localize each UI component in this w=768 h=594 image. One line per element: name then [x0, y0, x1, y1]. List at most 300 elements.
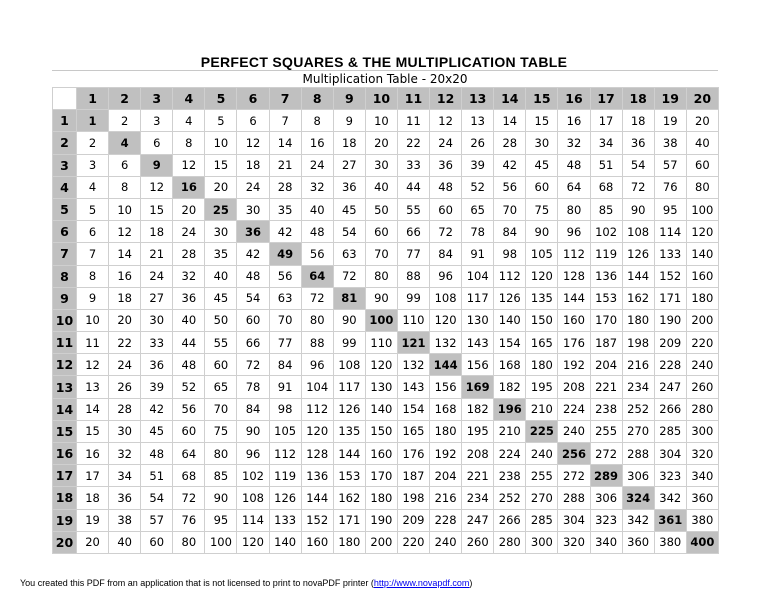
table-row	[53, 132, 719, 154]
product-cell: 120	[686, 221, 718, 243]
product-cell: 32	[558, 132, 590, 154]
row-header: 20	[53, 531, 77, 553]
column-header: 9	[333, 88, 365, 110]
product-cell: 66	[397, 221, 429, 243]
product-cell: 11	[77, 332, 109, 354]
product-cell: 35	[269, 198, 301, 220]
product-cell: 187	[590, 332, 622, 354]
product-cell: 12	[141, 176, 173, 198]
product-cell: 270	[622, 420, 654, 442]
product-cell: 210	[526, 398, 558, 420]
product-cell: 72	[430, 221, 462, 243]
table-row	[53, 110, 719, 132]
product-cell: 152	[654, 265, 686, 287]
product-cell: 16	[109, 265, 141, 287]
product-cell: 300	[526, 531, 558, 553]
product-cell: 165	[526, 332, 558, 354]
table-row	[53, 354, 719, 376]
product-cell: 110	[365, 332, 397, 354]
product-cell: 119	[590, 243, 622, 265]
product-cell: 168	[430, 398, 462, 420]
perfect-square-cell: 1	[77, 110, 109, 132]
product-cell: 154	[494, 332, 526, 354]
product-cell: 204	[430, 465, 462, 487]
product-cell: 28	[109, 398, 141, 420]
product-cell: 95	[654, 198, 686, 220]
corner-cell	[53, 88, 77, 110]
product-cell: 80	[301, 309, 333, 331]
product-cell: 228	[654, 354, 686, 376]
row-header: 6	[53, 221, 77, 243]
product-cell: 171	[654, 287, 686, 309]
product-cell: 54	[141, 487, 173, 509]
product-cell: 19	[77, 509, 109, 531]
product-cell: 16	[301, 132, 333, 154]
product-cell: 252	[622, 398, 654, 420]
column-header: 15	[526, 88, 558, 110]
product-cell: 180	[333, 531, 365, 553]
product-cell: 120	[365, 354, 397, 376]
product-cell: 78	[462, 221, 494, 243]
product-cell: 22	[109, 332, 141, 354]
footer-text-before: You created this PDF from an application that is not licensed to print to novaPDF printer (	[20, 578, 374, 588]
product-cell: 24	[109, 354, 141, 376]
table-row	[53, 154, 719, 176]
product-cell: 100	[205, 531, 237, 553]
row-header: 10	[53, 309, 77, 331]
row-header: 13	[53, 376, 77, 398]
product-cell: 152	[301, 509, 333, 531]
product-cell: 36	[109, 487, 141, 509]
product-cell: 30	[109, 420, 141, 442]
column-header: 10	[365, 88, 397, 110]
product-cell: 65	[462, 198, 494, 220]
perfect-square-cell: 196	[494, 398, 526, 420]
product-cell: 39	[141, 376, 173, 398]
product-cell: 128	[301, 443, 333, 465]
column-header: 7	[269, 88, 301, 110]
product-cell: 255	[526, 465, 558, 487]
product-cell: 165	[397, 420, 429, 442]
product-cell: 90	[365, 287, 397, 309]
product-cell: 3	[77, 154, 109, 176]
product-cell: 190	[365, 509, 397, 531]
product-cell: 63	[269, 287, 301, 309]
product-cell: 91	[269, 376, 301, 398]
product-cell: 9	[77, 287, 109, 309]
product-cell: 27	[333, 154, 365, 176]
product-cell: 60	[365, 221, 397, 243]
product-cell: 28	[269, 176, 301, 198]
product-cell: 96	[301, 354, 333, 376]
column-header: 19	[654, 88, 686, 110]
product-cell: 120	[301, 420, 333, 442]
product-cell: 170	[590, 309, 622, 331]
product-cell: 39	[462, 154, 494, 176]
product-cell: 64	[173, 443, 205, 465]
product-cell: 16	[77, 443, 109, 465]
product-cell: 63	[333, 243, 365, 265]
product-cell: 98	[494, 243, 526, 265]
product-cell: 77	[269, 332, 301, 354]
product-cell: 60	[237, 309, 269, 331]
product-cell: 84	[237, 398, 269, 420]
product-cell: 102	[590, 221, 622, 243]
product-cell: 24	[173, 221, 205, 243]
product-cell: 14	[77, 398, 109, 420]
product-cell: 96	[430, 265, 462, 287]
product-cell: 105	[269, 420, 301, 442]
product-cell: 95	[205, 509, 237, 531]
product-cell: 120	[237, 531, 269, 553]
row-header: 5	[53, 198, 77, 220]
product-cell: 135	[333, 420, 365, 442]
multiplication-table-container	[52, 70, 718, 554]
product-cell: 77	[397, 243, 429, 265]
product-cell: 40	[301, 198, 333, 220]
product-cell: 20	[109, 309, 141, 331]
product-cell: 56	[269, 265, 301, 287]
table-row	[53, 465, 719, 487]
product-cell: 30	[205, 221, 237, 243]
product-cell: 133	[654, 243, 686, 265]
product-cell: 132	[397, 354, 429, 376]
product-cell: 84	[494, 221, 526, 243]
product-cell: 28	[494, 132, 526, 154]
product-cell: 10	[77, 309, 109, 331]
product-cell: 60	[526, 176, 558, 198]
product-cell: 104	[462, 265, 494, 287]
product-cell: 34	[590, 132, 622, 154]
product-cell: 156	[430, 376, 462, 398]
product-cell: 342	[622, 509, 654, 531]
product-cell: 90	[237, 420, 269, 442]
product-cell: 85	[205, 465, 237, 487]
product-cell: 7	[269, 110, 301, 132]
perfect-square-cell: 16	[173, 176, 205, 198]
product-cell: 380	[654, 531, 686, 553]
perfect-square-cell: 361	[654, 509, 686, 531]
product-cell: 45	[333, 198, 365, 220]
product-cell: 195	[526, 376, 558, 398]
product-cell: 204	[590, 354, 622, 376]
product-cell: 68	[590, 176, 622, 198]
product-cell: 27	[141, 287, 173, 309]
product-cell: 8	[77, 265, 109, 287]
perfect-square-cell: 64	[301, 265, 333, 287]
product-cell: 60	[141, 531, 173, 553]
product-cell: 220	[686, 332, 718, 354]
perfect-square-cell: 4	[109, 132, 141, 154]
product-cell: 72	[301, 287, 333, 309]
product-cell: 187	[397, 465, 429, 487]
product-cell: 24	[237, 176, 269, 198]
product-cell: 247	[654, 376, 686, 398]
row-header: 4	[53, 176, 77, 198]
product-cell: 198	[397, 487, 429, 509]
product-cell: 360	[622, 531, 654, 553]
product-cell: 9	[333, 110, 365, 132]
product-cell: 112	[301, 398, 333, 420]
product-cell: 288	[558, 487, 590, 509]
product-cell: 209	[654, 332, 686, 354]
product-cell: 55	[205, 332, 237, 354]
product-cell: 70	[205, 398, 237, 420]
perfect-square-cell: 225	[526, 420, 558, 442]
product-cell: 24	[141, 265, 173, 287]
perfect-square-cell: 9	[141, 154, 173, 176]
product-cell: 180	[686, 287, 718, 309]
product-cell: 12	[430, 110, 462, 132]
product-cell: 208	[558, 376, 590, 398]
product-cell: 224	[494, 443, 526, 465]
document-title: PERFECT SQUARES & THE MULTIPLICATION TABLE	[200, 54, 568, 70]
table-row	[53, 443, 719, 465]
product-cell: 180	[526, 354, 558, 376]
product-cell: 260	[462, 531, 494, 553]
product-cell: 80	[173, 531, 205, 553]
product-cell: 104	[301, 376, 333, 398]
product-cell: 192	[558, 354, 590, 376]
table-row	[53, 221, 719, 243]
column-header: 18	[622, 88, 654, 110]
product-cell: 12	[173, 154, 205, 176]
product-cell: 8	[109, 176, 141, 198]
product-cell: 84	[430, 243, 462, 265]
column-header: 5	[205, 88, 237, 110]
product-cell: 13	[77, 376, 109, 398]
product-cell: 13	[462, 110, 494, 132]
product-cell: 48	[173, 354, 205, 376]
row-header: 17	[53, 465, 77, 487]
product-cell: 42	[269, 221, 301, 243]
row-header: 8	[53, 265, 77, 287]
product-cell: 80	[686, 176, 718, 198]
product-cell: 64	[558, 176, 590, 198]
product-cell: 15	[205, 154, 237, 176]
column-header: 6	[237, 88, 269, 110]
product-cell: 32	[301, 176, 333, 198]
product-cell: 108	[622, 221, 654, 243]
product-cell: 272	[590, 443, 622, 465]
product-cell: 208	[462, 443, 494, 465]
product-cell: 30	[365, 154, 397, 176]
product-cell: 176	[558, 332, 590, 354]
product-cell: 160	[686, 265, 718, 287]
product-cell: 234	[462, 487, 494, 509]
product-cell: 56	[173, 398, 205, 420]
perfect-square-cell: 289	[590, 465, 622, 487]
perfect-square-cell: 256	[558, 443, 590, 465]
product-cell: 130	[462, 309, 494, 331]
perfect-square-cell: 100	[365, 309, 397, 331]
product-cell: 22	[397, 132, 429, 154]
row-header: 3	[53, 154, 77, 176]
row-header: 19	[53, 509, 77, 531]
column-header: 14	[494, 88, 526, 110]
product-cell: 102	[237, 465, 269, 487]
column-header: 16	[558, 88, 590, 110]
product-cell: 150	[365, 420, 397, 442]
product-cell: 270	[526, 487, 558, 509]
row-header: 2	[53, 132, 77, 154]
product-cell: 2	[109, 110, 141, 132]
product-cell: 200	[365, 531, 397, 553]
product-cell: 80	[558, 198, 590, 220]
table-row	[53, 243, 719, 265]
product-cell: 52	[173, 376, 205, 398]
product-cell: 72	[173, 487, 205, 509]
product-cell: 120	[526, 265, 558, 287]
row-header: 14	[53, 398, 77, 420]
product-cell: 55	[397, 198, 429, 220]
product-cell: 153	[333, 465, 365, 487]
product-cell: 112	[558, 243, 590, 265]
product-cell: 340	[686, 465, 718, 487]
product-cell: 306	[590, 487, 622, 509]
product-cell: 240	[558, 420, 590, 442]
product-cell: 10	[205, 132, 237, 154]
product-cell: 200	[686, 309, 718, 331]
column-header: 2	[109, 88, 141, 110]
product-cell: 48	[237, 265, 269, 287]
product-cell: 60	[430, 198, 462, 220]
product-cell: 3	[141, 110, 173, 132]
product-cell: 306	[622, 465, 654, 487]
product-cell: 44	[397, 176, 429, 198]
product-cell: 44	[173, 332, 205, 354]
product-cell: 133	[269, 509, 301, 531]
product-cell: 108	[237, 487, 269, 509]
product-cell: 91	[462, 243, 494, 265]
product-cell: 156	[462, 354, 494, 376]
product-cell: 210	[494, 420, 526, 442]
product-cell: 126	[333, 398, 365, 420]
column-header: 1	[77, 88, 109, 110]
product-cell: 272	[558, 465, 590, 487]
product-cell: 110	[397, 309, 429, 331]
product-cell: 119	[269, 465, 301, 487]
perfect-square-cell: 81	[333, 287, 365, 309]
product-cell: 24	[301, 154, 333, 176]
product-cell: 56	[494, 176, 526, 198]
product-cell: 20	[686, 110, 718, 132]
product-cell: 162	[622, 287, 654, 309]
product-cell: 135	[526, 287, 558, 309]
product-cell: 40	[205, 265, 237, 287]
product-cell: 30	[526, 132, 558, 154]
product-cell: 78	[237, 376, 269, 398]
novapdf-link[interactable]: http://www.novapdf.com	[373, 578, 470, 588]
product-cell: 48	[301, 221, 333, 243]
product-cell: 88	[397, 265, 429, 287]
product-cell: 21	[269, 154, 301, 176]
product-cell: 360	[686, 487, 718, 509]
product-cell: 50	[205, 309, 237, 331]
column-header-row	[53, 88, 719, 110]
product-cell: 33	[397, 154, 429, 176]
column-header: 12	[430, 88, 462, 110]
product-cell: 54	[622, 154, 654, 176]
product-cell: 54	[333, 221, 365, 243]
row-header: 7	[53, 243, 77, 265]
product-cell: 323	[654, 465, 686, 487]
product-cell: 45	[526, 154, 558, 176]
product-cell: 140	[365, 398, 397, 420]
product-cell: 143	[462, 332, 494, 354]
product-cell: 140	[686, 243, 718, 265]
product-cell: 20	[205, 176, 237, 198]
product-cell: 98	[269, 398, 301, 420]
product-cell: 380	[686, 509, 718, 531]
product-cell: 42	[237, 243, 269, 265]
product-cell: 216	[622, 354, 654, 376]
product-cell: 10	[365, 110, 397, 132]
product-cell: 6	[141, 132, 173, 154]
row-header: 1	[53, 110, 77, 132]
product-cell: 33	[141, 332, 173, 354]
product-cell: 126	[269, 487, 301, 509]
product-cell: 190	[654, 309, 686, 331]
table-row	[53, 198, 719, 220]
product-cell: 6	[77, 221, 109, 243]
product-cell: 24	[430, 132, 462, 154]
product-cell: 70	[365, 243, 397, 265]
product-cell: 40	[109, 531, 141, 553]
product-cell: 85	[590, 198, 622, 220]
product-cell: 144	[622, 265, 654, 287]
table-row	[53, 509, 719, 531]
product-cell: 160	[301, 531, 333, 553]
product-cell: 18	[237, 154, 269, 176]
product-cell: 240	[686, 354, 718, 376]
footer-text-after: )	[469, 578, 473, 588]
product-cell: 342	[654, 487, 686, 509]
product-cell: 96	[558, 221, 590, 243]
product-cell: 240	[430, 531, 462, 553]
product-cell: 128	[558, 265, 590, 287]
product-cell: 90	[205, 487, 237, 509]
product-cell: 126	[622, 243, 654, 265]
product-cell: 11	[397, 110, 429, 132]
product-cell: 136	[590, 265, 622, 287]
row-header: 18	[53, 487, 77, 509]
product-cell: 2	[77, 132, 109, 154]
table-row	[53, 420, 719, 442]
product-cell: 144	[558, 287, 590, 309]
product-cell: 30	[141, 309, 173, 331]
product-cell: 209	[397, 509, 429, 531]
product-cell: 4	[173, 110, 205, 132]
product-cell: 80	[205, 443, 237, 465]
product-cell: 288	[622, 443, 654, 465]
column-header: 3	[141, 88, 173, 110]
product-cell: 84	[269, 354, 301, 376]
product-cell: 280	[494, 531, 526, 553]
table-row	[53, 265, 719, 287]
product-cell: 192	[430, 443, 462, 465]
row-header: 9	[53, 287, 77, 309]
product-cell: 14	[109, 243, 141, 265]
table-row	[53, 176, 719, 198]
footer-license-note	[20, 578, 472, 589]
product-cell: 216	[430, 487, 462, 509]
product-cell: 96	[237, 443, 269, 465]
product-cell: 160	[365, 443, 397, 465]
product-cell: 18	[109, 287, 141, 309]
product-cell: 180	[622, 309, 654, 331]
product-cell: 38	[654, 132, 686, 154]
